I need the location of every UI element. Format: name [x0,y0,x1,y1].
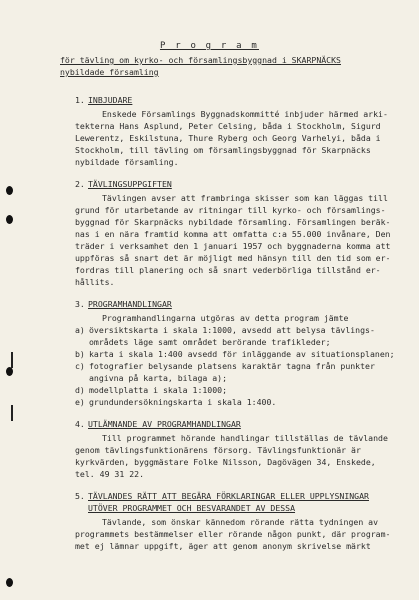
list-item-line: grundundersökningskarta i skala 1:400. [89,397,277,407]
paragraph-line: hållits. [75,277,115,287]
paragraph-line: nybildade församling. [75,157,179,167]
list-item-line: översiktskarta i skala 1:1000, avsedd att belysa tävlings- [89,325,375,335]
paragraph-line: fordras till planering och så snart vederbörliga tillstånd er- [75,265,381,275]
punch-hole [6,215,13,224]
section-number: 2. [75,179,85,189]
binder-mark [11,352,13,368]
punch-hole [6,578,13,587]
section-heading: TÄVLANDES RÄTT ATT BEGÄRA FÖRKLARINGAR ELLER UPPLYSNINGAR [88,491,369,501]
section-heading: PROGRAMHANDLINGAR [88,299,172,309]
section-number: 4. [75,419,85,429]
paragraph-line: tekterna Hans Asplund, Peter Celsing, båda i Stockholm, Sigurd [75,121,381,131]
list-item-line: angivna på karta, bilaga a); [89,373,228,383]
paragraph-line: Lewerentz, Eskilstuna, Thure Ryberg och Georg Varhelyi, båda i [75,133,381,143]
paragraph-line: Stockholm, till tävling om församlingsbyggnad för Skarpnäcks [75,145,371,155]
section-heading: TÄVLINGSUPPGIFTEN [88,179,172,189]
list-letter: a) [75,325,85,335]
page-title: P r o g r a m [159,41,260,51]
list-letter: b) [75,349,85,359]
paragraph-line: Programhandlingarna utgöras av detta program jämte [102,313,349,323]
list-letter: d) [75,385,85,395]
paragraph-line: programmets bestämmelser eller rörande någon punkt, där program- [75,529,391,539]
section-heading: INBJUDARE [88,95,133,105]
paragraph-line: met ej lämnar uppgift, äger att genom anonym skrivelse märkt [75,541,371,551]
paragraph-line: Tävlande, som önskar kännedom rörande rätta tydningen av [102,517,379,527]
paragraph-line: byggnad för Skarpnäcks nybildade församling. Församlingen beräk- [75,217,391,227]
paragraph-line: träder i verksamhet den 1 januari 1957 och byggnaderna komma att [75,241,391,251]
list-item-line: områdets läge samt området berörande trafikleder; [89,337,331,347]
paragraph-line: Enskede Församlings Byggnadskommitté inbjuder härmed arki- [102,109,388,119]
paragraph-line: genom tävlingsfunktionärens försorg. Tävlingsfunktionär är [75,445,361,455]
list-letter: c) [75,361,85,371]
subtitle-line: nybildade församling [60,67,159,77]
paragraph-line: nas i en nära framtid komma att omfatta c:a 55.000 invånare, Den [75,229,391,239]
section-heading: UTÖVER PROGRAMMET OCH BESVARANDET AV DESSA [88,503,296,513]
list-item-line: karta i skala 1:400 avsedd för inläggande av situationsplanen; [89,349,395,359]
paragraph-line: uppföras så snart det är möjligt med hänsyn till den tid som er- [75,253,391,263]
paragraph-line: grund för utarbetande av ritningar till kyrko- och församlings- [75,205,386,215]
list-item-line: modellplatta i skala 1:1000; [89,385,228,395]
list-letter: e) [75,397,85,407]
paragraph-line: Tävlingen avser att frambringa skisser som kan läggas till [102,193,388,203]
section-number: 1. [75,95,85,105]
paragraph-line: kyrkvärden, byggmästare Folke Nilsson, Dagövägen 34, Enskede, [75,457,376,467]
punch-hole [6,186,13,195]
section-number: 5. [75,491,85,501]
paragraph-line: tel. 49 31 22. [75,469,145,479]
binder-mark [11,405,13,421]
paragraph-line: Till programmet hörande handlingar tillställas de tävlande [102,433,388,443]
section-number: 3. [75,299,85,309]
punch-hole [6,367,13,376]
list-item-line: fotografier belysande platsens karaktär tagna från punkter [89,361,375,371]
section-heading: UTLÄMNANDE AV PROGRAMHANDLINGAR [88,419,241,429]
subtitle-line: för tävling om kyrko- och församlingsbyggnad i SKARPNÄCKS [60,55,341,65]
